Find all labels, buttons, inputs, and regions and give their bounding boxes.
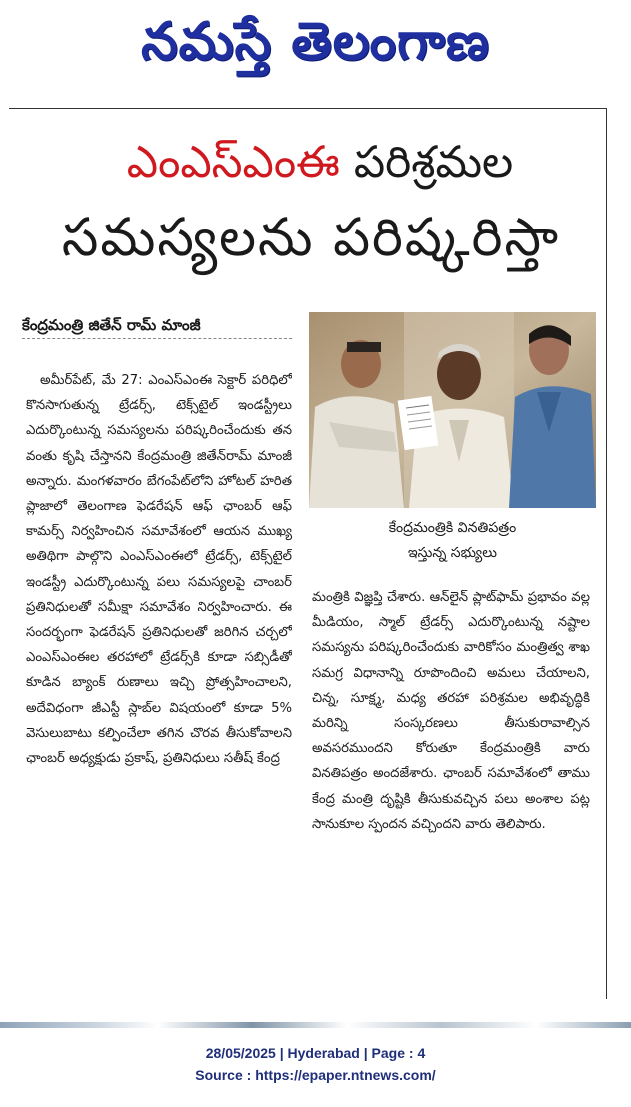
headline-line-1 bbox=[40, 137, 600, 189]
photo-caption bbox=[310, 516, 595, 566]
body-column-right: మంత్రికి విజ్ఞప్తి చేశారు. ఆన్‌లైన్ ప్లాట్‌ఫామ్ ప్రభావం వల్ల మీడియం, స్మాల్ ట్రేడర్స్ ఎదుర్కొంటున్న నష్టాల సమస్యను పరిష్కరించేందుకు వారికోసం మంత్రిత్వ శాఖ సమగ్ర విధానాన్ని రూపొందించి అమలు చేయాలని, చిన్న, సూక్ష్మ, మధ్య తరహా పరిశ్రమల అభివృద్ధికి మరిన్ని సంస్కరణలు తీసుకురావాల్సిన అవసరముందని కోరుతూ కేంద్రమంత్రికి వారు వినతిపత్రం అందజేశారు. ఛాంబర్ సమావేశంలో తాము కేంద్ర మంత్రి దృష్టికి తీసుకువచ్చిన పలు అంశాల పట్ల సానుకూల స్పందన వచ్చిందని వారు తెలిపారు. bbox=[312, 590, 590, 832]
page-footer bbox=[0, 1042, 631, 1086]
body-column-left: అమీర్‌పేట్, మే 27: ఎంఎస్ఎంఈ సెక్టార్ పరిధిలో కొనసాగుతున్న ట్రేడర్స్, టెక్స్‌టైల్ ఇండస్ట్రీలు ఎదుర్కొంటున్న సమస్యలను పరిష్కరించేందుకు తన వంతు కృషి చేస్తానని కేంద్రమంత్రి జితేన్‌రామ్ మాంజీ అన్నారు. మంగళవారం బేగంపేట్‌లోని హోటల్ హరిత ప్లాజాలో తెలంగాణ ఫెడరేషన్ ఆఫ్ ఛాంబర్ ఆఫ్ కామర్స్ నిర్వహించిన సమావేశంలో ఆయన ముఖ్య అతిథిగా పాల్గొని ఎంఎస్ఎంఈలో ట్రేడర్స్, టెక్స్‌టైల్ ఇండస్ట్రీ ఎదుర్కొంటున్న పలు సమస్యలపై చాంబర్ ప్రతినిధులతో సమీక్షా సమావేశం నిర్వహించారు. ఈ సందర్భంగా ఫెడరేషన్ ప్రతినిధులతో జరిగిన చర్చలో ఎంఎస్ఎంఈల తరహాలో ట్రేడర్స్‌కి కూడా సబ్సిడీతో కూడిన బ్యాంక్ రుణాలు ఇచ్చి ప్రోత్సహించాలని, అదేవిధంగా జీఎస్టీ స్లాబ్‌ల విషయంలో కూడా 5% వెసులుబాటు కల్పించేలా తగిన చొరవ తీసుకోవాలని ఛాంబర్ అధ్యక్షుడు ప్రకాష్, ప్రతినిధులు సతీష్ కేంద్ర bbox=[26, 373, 292, 767]
masthead-title: నమస్తే తెలంగాణ bbox=[141, 11, 490, 72]
page-strip bbox=[0, 1022, 631, 1028]
photo-illustration bbox=[309, 312, 596, 508]
headline-line-2: సమస్యలను పరిష్కరిస్తా bbox=[61, 208, 561, 268]
photo-caption-line-2: ఇస్తున్న సభ్యులు bbox=[408, 545, 497, 561]
newspaper-masthead bbox=[0, 0, 631, 96]
byline: కేంద్రమంత్రి జితేన్ రామ్ మాంజీ bbox=[22, 312, 292, 339]
headline-red-word: ఎంఎస్ఎంఈ bbox=[126, 137, 340, 188]
footer-date-location: 28/05/2025 | Hyderabad | Page : 4 bbox=[205, 1045, 426, 1061]
footer-source: Source : https://epaper.ntnews.com/ bbox=[195, 1067, 436, 1083]
headline-black-word: పరిశ్రమల bbox=[339, 137, 514, 188]
news-photo bbox=[309, 312, 596, 508]
photo-caption-line-1: కేంద్రమంత్రికి వినతిపత్రం bbox=[388, 520, 517, 536]
